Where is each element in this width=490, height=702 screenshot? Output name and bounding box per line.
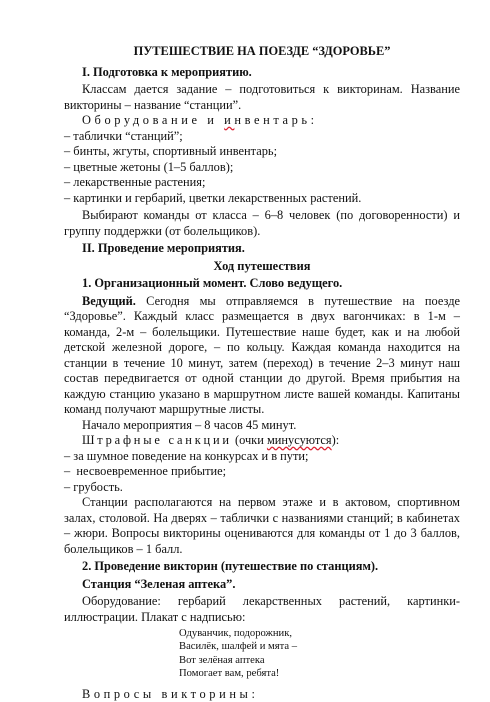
start-time: Начало мероприятия – 8 часов 45 минут. (82, 417, 297, 432)
penalties-list (64, 449, 460, 496)
poem-line: Вот зелёная аптека (179, 654, 265, 666)
lead-text: Сегодня мы отправляемся в путешествие на поезде “Здоровье”. Каждый класс размещается в двух вагончиках: в 1-м – команда, 2-м – болельщики. Путешествие наше будет, как и на любой детской железной дороге, – по кольцу. Каждая команда находится на станции в течение 10 минут, затем (переход) в течение 2–3 минут наш состав передвигается от одной станции до другой. Время прибытия на каждую станцию указано в маршрутном листе вашей команды. Капитаны команд получают маршрутные листы. (64, 293, 460, 416)
list-item: – бинты, жгуты, спортивный инвентарь; (64, 144, 278, 158)
equipment-list (64, 129, 460, 207)
document-title: ПУТЕШЕСТВИЕ НА ПОЕЗДЕ “ЗДОРОВЬЕ” (133, 44, 391, 58)
section-1-paragraph: Классам дается задание – подготовиться к викторинам. Название викторины – название “станции”. (64, 82, 460, 112)
list-item: – грубость. (64, 479, 123, 494)
quiz-heading: 2. Проведение викторин (путешествие по станциям). (82, 559, 379, 573)
penalties-label: Штрафные санкции (очки минусуются): (82, 433, 340, 447)
list-item: – лекарственные растения; (64, 175, 206, 189)
list-item: – несвоевременное прибытие; (64, 464, 227, 478)
teams-paragraph: Выбирают команды от класса – 6–8 человек (по договоренности) и группу поддержки (от болельщиков). (64, 208, 460, 238)
lead-paragraph (64, 294, 460, 418)
quiz-questions-label: Вопросы викторины: (82, 686, 259, 701)
lead-label: Ведущий. (82, 293, 136, 308)
course-title: Ход путешествия (213, 258, 311, 273)
poem-line: Помогает вам, ребята! (179, 668, 280, 680)
equipment-label: Оборудование и инвентарь: (82, 113, 318, 127)
section-1-heading: I. Подготовка к мероприятию. (82, 64, 252, 79)
list-item: – за шумное поведение на конкурсах и в пути; (64, 448, 309, 463)
list-item: – цветные жетоны (1–5 баллов); (64, 159, 234, 174)
list-item: – таблички “станций”; (64, 128, 183, 143)
section-2-heading: II. Проведение мероприятия. (82, 241, 245, 255)
poster-poem (179, 627, 460, 681)
station-heading: Станция “Зеленая аптека”. (82, 576, 236, 591)
list-item: – картинки и гербарий, цветки лекарственных растений. (64, 190, 362, 205)
document-page (64, 44, 460, 702)
poem-line: Одуванчик, подорожник, (179, 628, 293, 639)
poem-line: Василёк, шалфей и мята – (179, 641, 297, 653)
stations-paragraph: Станции располагаются на первом этаже и в актовом, спортивном залах, столовой. На дверях – таблички с названиями станций; в кабинетах – жюри. Вопросы викторины оцениваются для команды от 1 до 3 баллов, болельщиков – 1 балл. (64, 495, 460, 556)
org-heading: 1. Организационный момент. Слово ведущего. (82, 276, 343, 290)
station-equipment: Оборудование: гербарий лекарственных растений, картинки-иллюстрации. Плакат с надписью: (64, 594, 460, 624)
